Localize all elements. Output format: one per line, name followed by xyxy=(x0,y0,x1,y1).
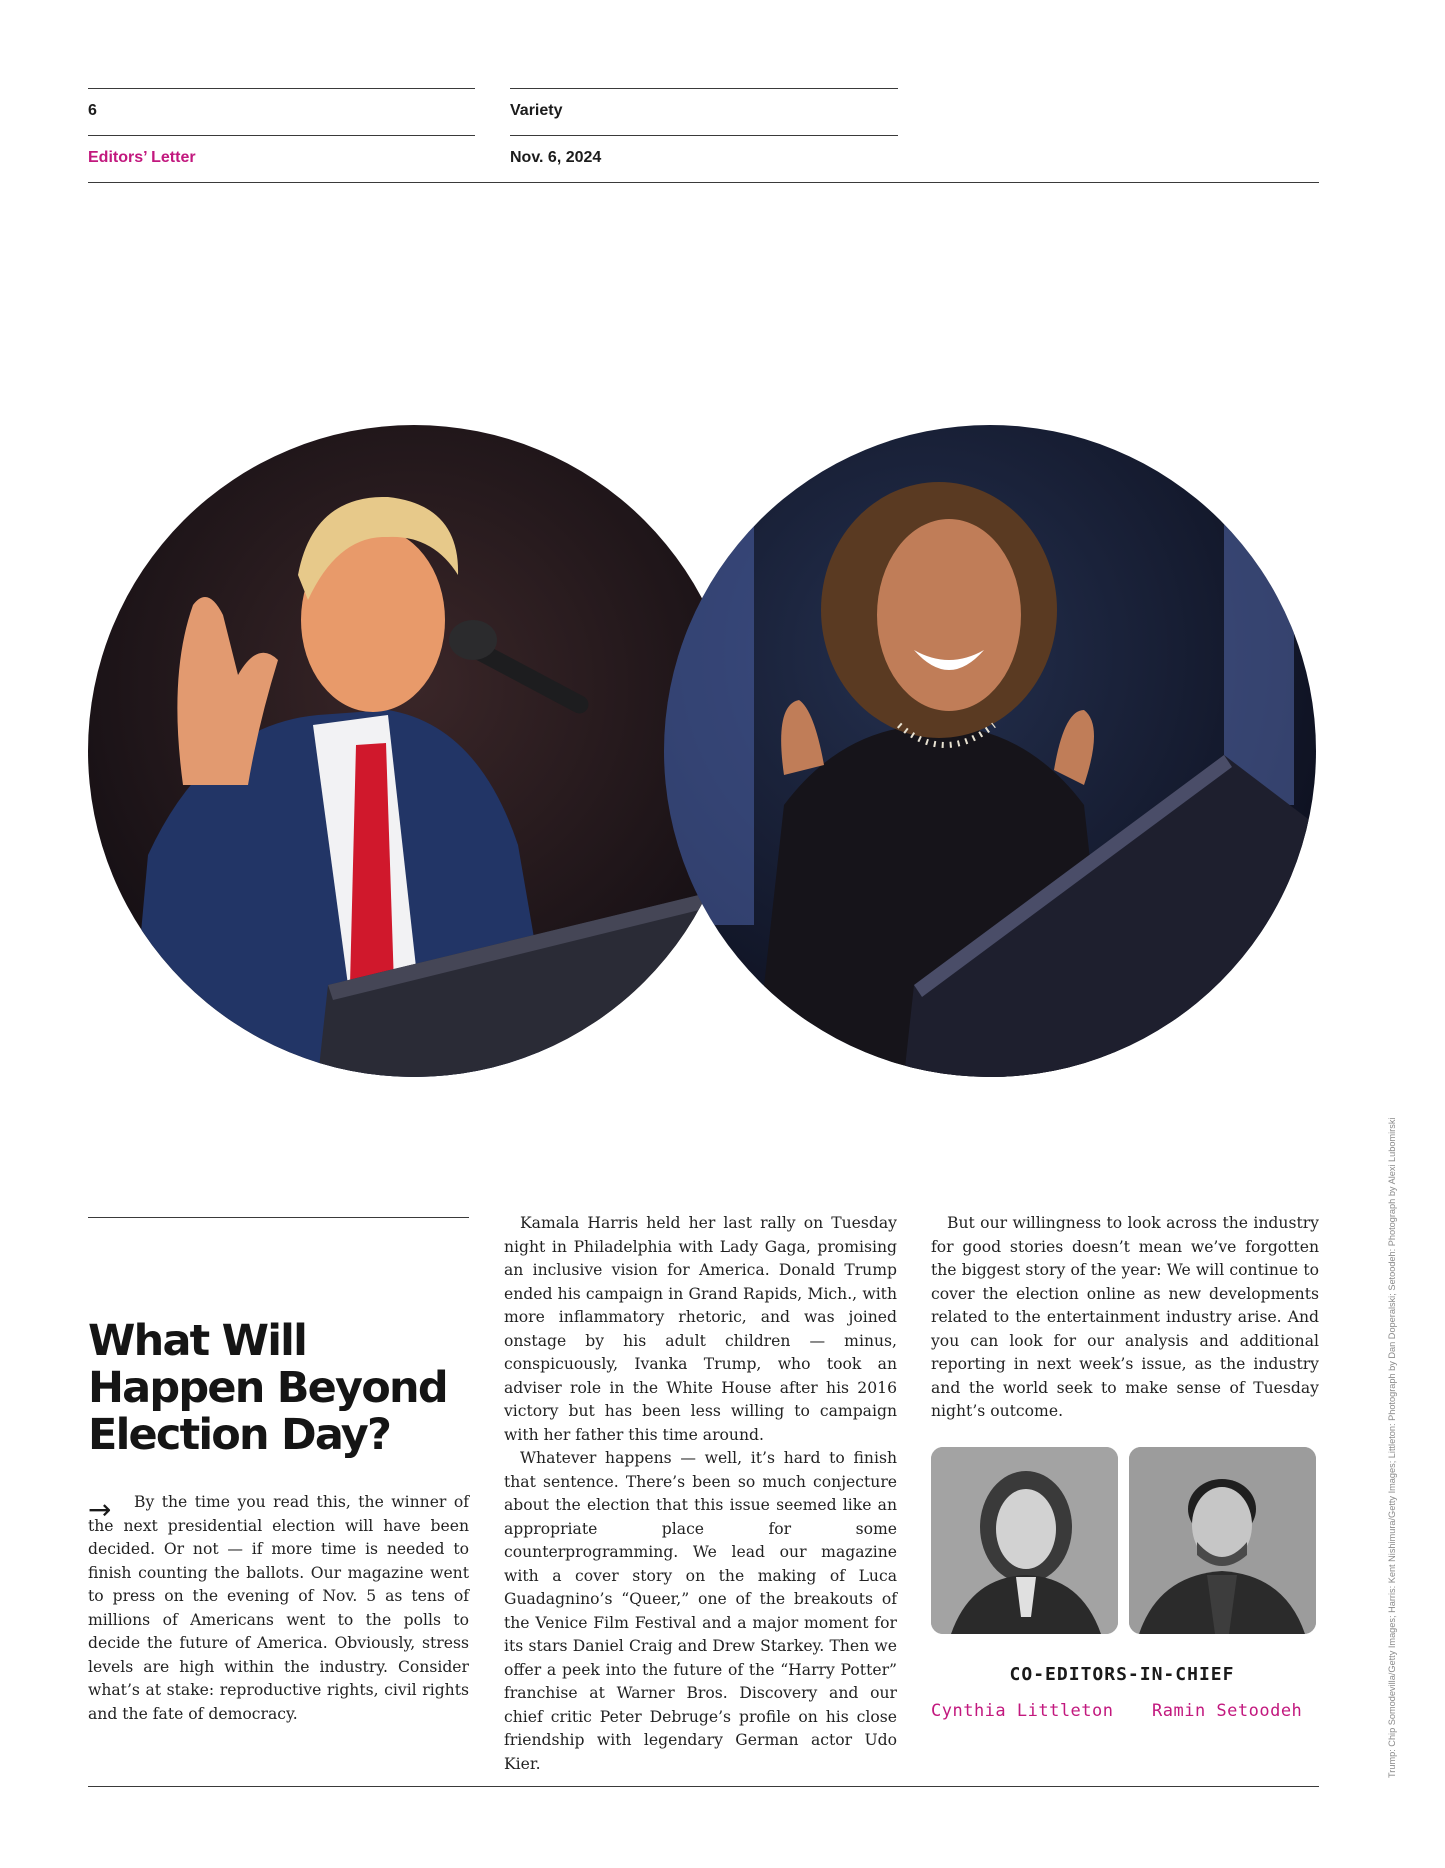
header-rule-right-top xyxy=(510,88,898,89)
issue-date: Nov. 6, 2024 xyxy=(510,149,602,166)
column1-paragraph-1: By the time you read this, the winner of the next presidential election will have been decided. Or not — if more time is needed to finish counting the ballots. Our magazine went to press on the evening of Nov. 5 as tens of millions of Americans went to the polls to decide the future of America. Obviously, stress levels are high within the industry. Consider what’s at stake: reproductive rights, civil rights and the fate of democracy. xyxy=(88,1493,469,1723)
photo-credit: Trump: Chip Somodevilla/Getty Images; Harris: Kent Nishimura/Getty Images; Littleton: Photograph by Dan Doperalski; Setoodeh: Photograph by Alexi Lubomirski xyxy=(1387,1117,1397,1778)
setoodeh-portrait xyxy=(1129,1447,1316,1634)
column3-paragraph-1: But our willingness to look across the industry for good stories doesn’t mean we’ve forgotten the biggest story of the year: We will continue to cover the election online as new developments related to the entertainment industry arise. And you can look for our analysis and additional reporting in next week’s issue, as the industry and the world seek to make sense of Tuesday night’s outcome. xyxy=(931,1214,1319,1420)
header-rule-left-top xyxy=(88,88,475,89)
column2-text xyxy=(504,1212,897,1776)
editor-name-littleton: Cynthia Littleton xyxy=(931,1701,1114,1721)
page-title xyxy=(88,1318,488,1459)
publication-name: Variety xyxy=(510,102,563,119)
page-number: 6 xyxy=(88,102,97,119)
editor-name-setoodeh: Ramin Setoodeh xyxy=(1152,1701,1303,1721)
footer-rule xyxy=(88,1786,1319,1787)
header-rule-right-mid xyxy=(510,135,898,136)
column1-text xyxy=(88,1491,469,1726)
right-arrow-icon: → xyxy=(88,1493,112,1526)
trump-photo xyxy=(88,425,740,1077)
littleton-portrait xyxy=(931,1447,1118,1634)
column3-text xyxy=(931,1212,1319,1424)
column2-paragraph-2: Whatever happens — well, it’s hard to finish that sentence. There’s been so much conjecture about the election that this issue seemed like an appropriate place for some counterprogramming. We lead our magazine with a cover story on the making of Luca Guadagnino’s “Queer,” one of the breakouts of the Venice Film Festival and a major moment for its stars Daniel Craig and Drew Starkey. Then we offer a peek into the future of the “Harry Potter” franchise at Warner Bros. Discovery and our chief critic Peter Debruge’s profile on his close friendship with legendary German actor Udo Kier. xyxy=(504,1449,897,1773)
title-line-1: What Will xyxy=(88,1316,307,1366)
column1-top-rule xyxy=(88,1217,469,1218)
coeditors-heading: CO-EDITORS-IN-CHIEF xyxy=(1009,1664,1235,1685)
title-line-2: Happen Beyond xyxy=(88,1363,447,1413)
header-rule-bottom xyxy=(88,182,1319,183)
column2-paragraph-1: Kamala Harris held her last rally on Tuesday night in Philadelphia with Lady Gaga, promising an inclusive vision for America. Donald Trump ended his campaign in Grand Rapids, Mich., with more inflammatory rhetoric, and was joined onstage by his adult children — minus, conspicuously, Ivanka Trump, who took an adviser role in the White House after his 2016 victory but has been less willing to campaign with her father this time around. xyxy=(504,1214,897,1444)
section-label: Editors’ Letter xyxy=(88,149,196,166)
title-line-3: Election Day? xyxy=(88,1410,391,1460)
harris-photo xyxy=(664,425,1316,1077)
header-rule-left-mid xyxy=(88,135,475,136)
